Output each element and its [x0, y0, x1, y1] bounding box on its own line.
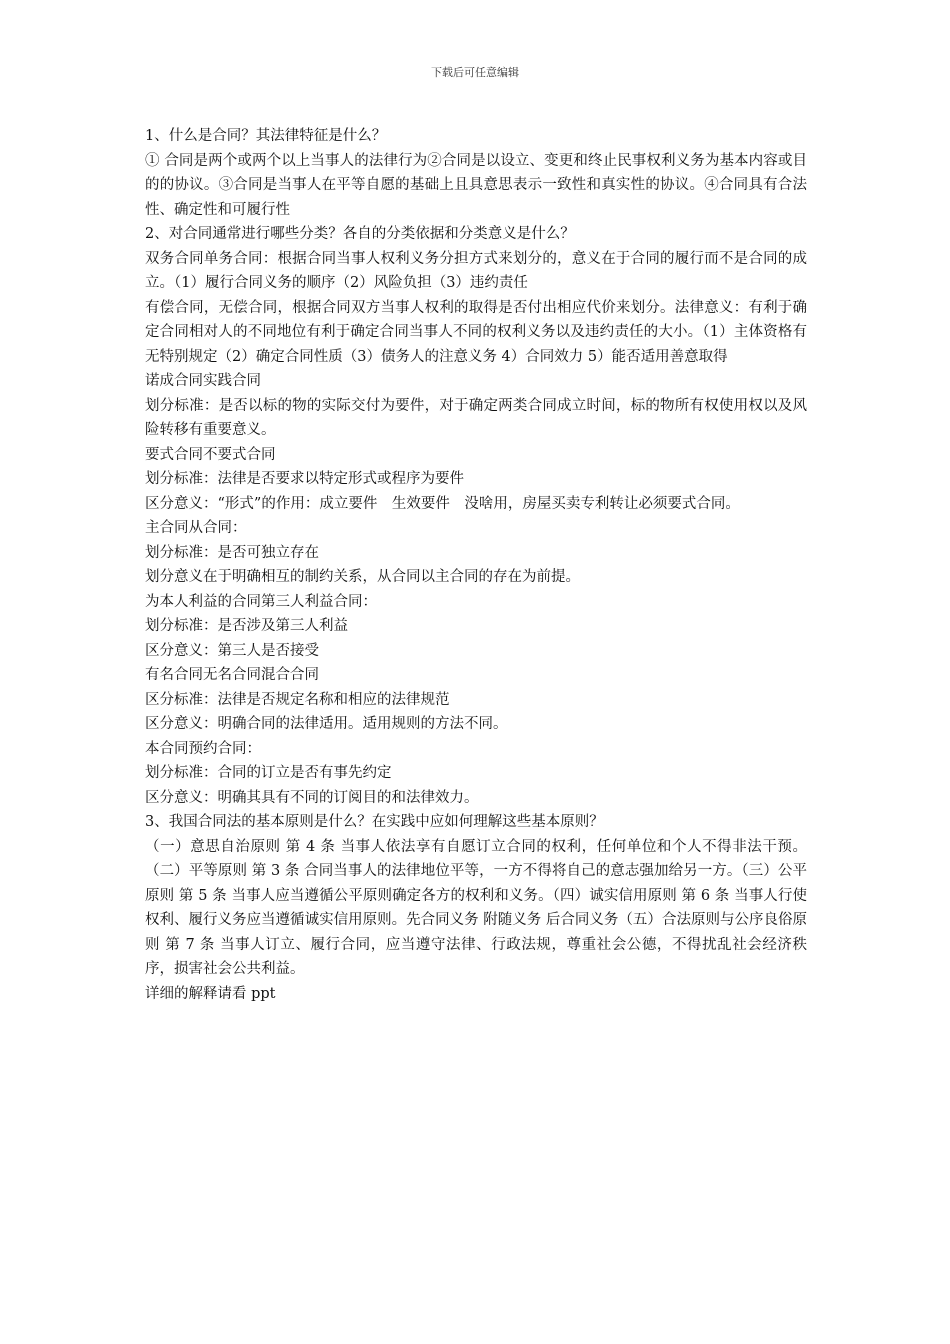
body-paragraph: 诺成合同实践合同 [145, 373, 261, 389]
body-paragraph: 双务合同单务合同：根据合同当事人权利义务分担方式来划分的，意义在于合同的履行而不是合同的成立。（1）履行合同义务的顺序（2）风险负担（3）违约责任 [145, 250, 807, 291]
body-paragraph: 划分意义在于明确相互的制约关系，从合同以主合同的存在为前提。 [145, 569, 580, 585]
body-paragraph: 区分意义：“形式”的作用：成立要件 生效要件 没啥用，房屋买卖专利转让必须要式合同。 [145, 495, 740, 512]
page-header: 下载后可任意编辑 [431, 66, 519, 79]
body-paragraph: 划分标准：是否涉及第三人利益 [145, 618, 348, 634]
body-paragraph: （一）意思自治原则 第 4 条 当事人依法享有自愿订立合同的权利，任何单位和个人不得非法干预。（二）平等原则 第 3 条 合同当事人的法律地位平等，一方不得将自己的意志强加给另一方。（三）公平原则 第 5 条 当事人应当遵循公平原则确定各方的权利和义务。（四）诚实信用原则 第 6 条 当事人行使权利、履行义务应当遵循诚实信用原则。先合同义务 附随义务 后合同义务（五）合法原则与公序良俗原则 第 7 条 当事人订立、履行合同，应当遵守法律、行政法规，尊重社会公德，不得扰乱社会经济秩序，损害社会公共利益。 [145, 838, 807, 977]
body-paragraph: 要式合同不要式合同 [145, 446, 276, 463]
question-heading: 2、对合同通常进行哪些分类？各自的分类依据和分类意义是什么？ [145, 226, 575, 242]
body-paragraph: ① 合同是两个或两个以上当事人的法律行为②合同是以设立、变更和终止民事权利义务为基本内容或目的的协议。③合同是当事人在平等自愿的基础上且具意思表示一致性和真实性的协议。④合同具有合法性、确定性和可履行性 [145, 152, 807, 218]
body-paragraph: 有偿合同，无偿合同，根据合同双方当事人权利的取得是否付出相应代价来划分。法律意义：有利于确定合同相对人的不同地位有利于确定合同当事人不同的权利义务以及违约责任的大小。（1）主体资格有无特别规定（2）确定合同性质（3）债务人的注意义务 4）合同效力 5）能否适用善意取得 [145, 299, 807, 365]
body-paragraph: 划分标准：法律是否要求以特定形式或程序为要件 [145, 471, 464, 487]
body-paragraph: 区分意义：第三人是否接受 [145, 642, 319, 659]
document-body [145, 124, 807, 1006]
body-paragraph: 有名合同无名合同混合合同 [145, 667, 319, 683]
body-paragraph: 区分意义：明确合同的法律适用。适用规则的方法不同。 [145, 716, 508, 732]
body-paragraph: 本合同预约合同： [145, 740, 261, 757]
question-heading: 3、我国合同法的基本原则是什么？在实践中应如何理解这些基本原则？ [145, 814, 604, 830]
question-heading: 1、什么是合同？其法律特征是什么？ [145, 128, 387, 144]
body-paragraph: 划分标准：是否可独立存在 [145, 544, 319, 561]
body-paragraph: 区分意义：明确其具有不同的订阅目的和法律效力。 [145, 789, 479, 806]
body-paragraph: 主合同从合同： [145, 520, 247, 536]
body-paragraph: 区分标准：法律是否规定名称和相应的法律规范 [145, 691, 450, 708]
body-paragraph: 划分标准：合同的订立是否有事先约定 [145, 765, 392, 781]
body-paragraph: 划分标准：是否以标的物的实际交付为要件，对于确定两类合同成立时间，标的物所有权使用权以及风险转移有重要意义。 [145, 397, 807, 438]
body-paragraph: 为本人利益的合同第三人利益合同： [145, 593, 377, 610]
body-paragraph: 详细的解释请看 ppt [145, 985, 276, 1002]
